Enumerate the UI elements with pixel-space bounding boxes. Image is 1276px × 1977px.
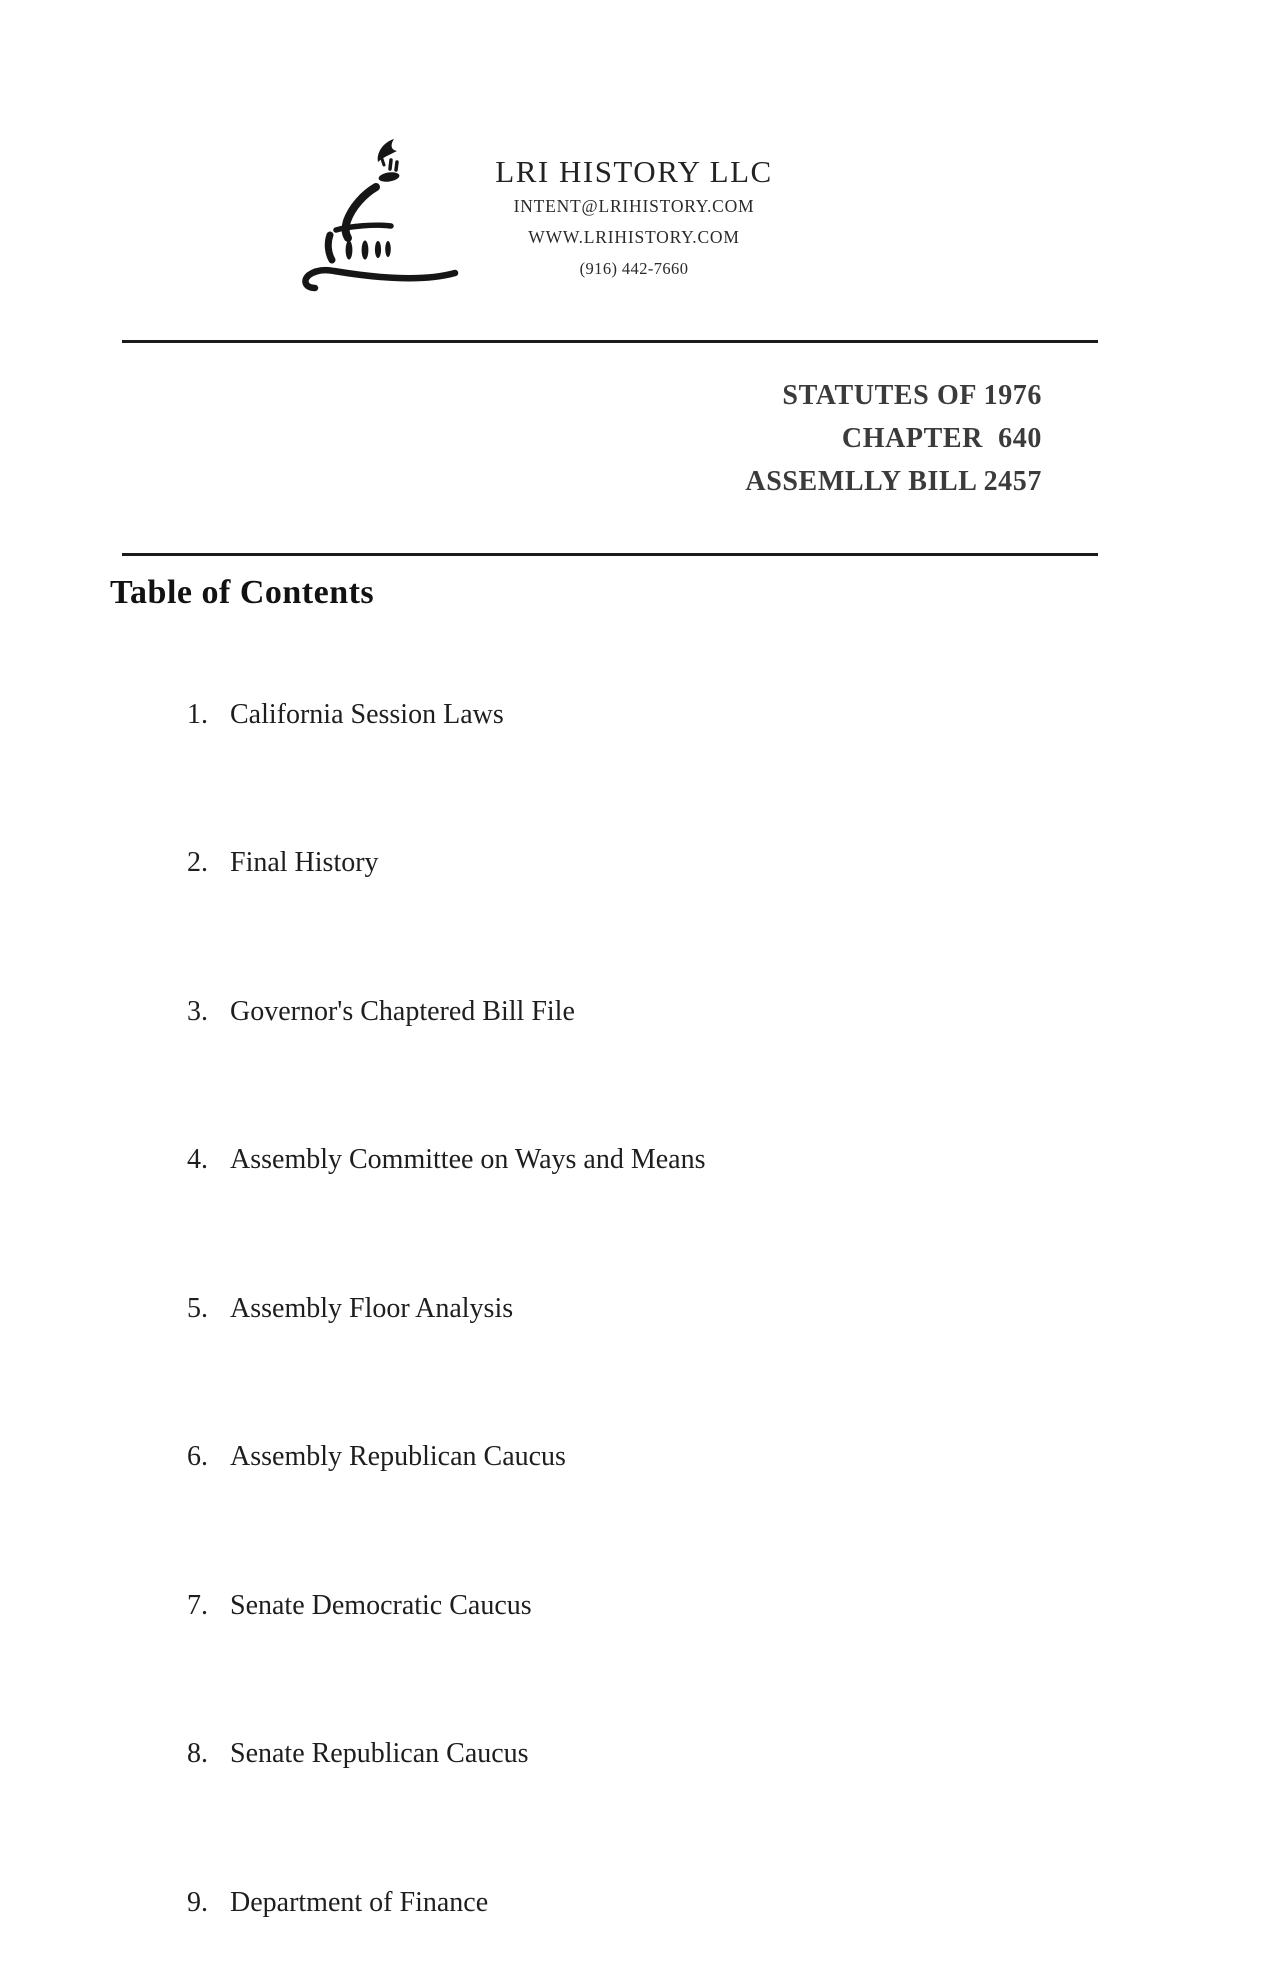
toc-item-label: Final History bbox=[230, 847, 379, 878]
toc-item-number: 4. bbox=[187, 1144, 208, 1175]
toc-item-label: Assembly Floor Analysis bbox=[230, 1292, 514, 1324]
toc-item bbox=[145, 640, 905, 789]
statute-citation bbox=[745, 374, 1042, 503]
statutes-year-line: STATUTES OF 1976 bbox=[782, 380, 1042, 411]
horizontal-divider-top bbox=[122, 340, 1098, 343]
toc-item bbox=[145, 1828, 905, 1977]
toc-item-label: Senate Republican Caucus bbox=[230, 1738, 529, 1769]
toc-item-label: Department of Finance bbox=[230, 1886, 489, 1918]
toc-item-label: California Session Laws bbox=[230, 698, 504, 730]
toc-item bbox=[145, 937, 905, 1086]
chapter-line: CHAPTER 640 bbox=[841, 423, 1042, 454]
toc-item bbox=[145, 789, 905, 938]
website-address: WWW.LRIHISTORY.COM bbox=[528, 227, 740, 247]
toc-item-number: 1. bbox=[187, 698, 208, 730]
toc-item-number: 8. bbox=[187, 1738, 208, 1769]
assembly-bill-line: ASSEMLLY BILL 2457 bbox=[745, 466, 1042, 497]
toc-item bbox=[145, 1086, 905, 1235]
toc-item bbox=[145, 1234, 905, 1383]
toc-item-number: 9. bbox=[187, 1886, 208, 1918]
toc-item bbox=[145, 1383, 905, 1532]
toc-item-number: 3. bbox=[187, 995, 208, 1027]
toc-item-label: Governor's Chaptered Bill File bbox=[230, 995, 575, 1027]
toc-item-number: 2. bbox=[187, 847, 208, 878]
phone-number: (916) 442-7660 bbox=[579, 259, 689, 278]
toc-item-label: Senate Democratic Caucus bbox=[230, 1589, 532, 1621]
company-name: LRI HISTORY LLC bbox=[495, 154, 773, 189]
toc-item-label: Assembly Republican Caucus bbox=[230, 1441, 566, 1472]
toc-item-number: 5. bbox=[187, 1292, 208, 1324]
toc-title: Table of Contents bbox=[110, 574, 375, 611]
horizontal-divider-bottom bbox=[122, 553, 1098, 556]
email-address: INTENT@LRIHISTORY.COM bbox=[513, 196, 755, 216]
toc-item-label: Assembly Committee on Ways and Means bbox=[230, 1144, 706, 1175]
toc-item bbox=[145, 1680, 905, 1829]
toc-item-number: 7. bbox=[187, 1589, 208, 1621]
toc-list bbox=[145, 640, 905, 1977]
toc-item bbox=[145, 1531, 905, 1680]
letterhead bbox=[414, 153, 854, 284]
toc-item-number: 6. bbox=[187, 1441, 208, 1472]
